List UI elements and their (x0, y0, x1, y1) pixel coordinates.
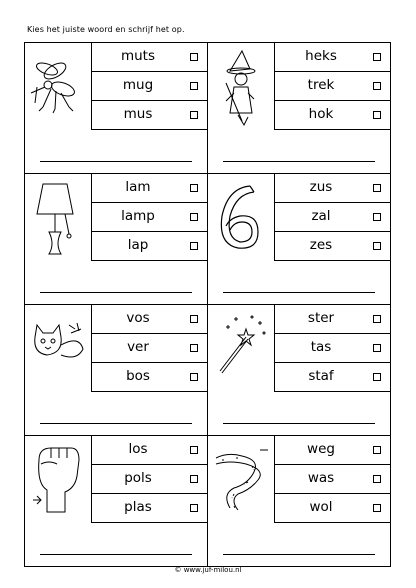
word-option[interactable] (275, 494, 391, 523)
word-label: tas (310, 339, 332, 355)
word-option[interactable] (275, 72, 391, 101)
word-option[interactable] (275, 101, 391, 130)
word-option[interactable] (92, 436, 208, 465)
word-label: trek (307, 77, 335, 93)
copyright-footer: © www.juf-milou.nl (174, 566, 242, 574)
word-label: mug (122, 77, 154, 93)
word-label: heks (305, 48, 337, 64)
picture-box (25, 305, 92, 392)
word-option[interactable] (92, 305, 208, 334)
word-label: lam (125, 179, 151, 195)
word-option[interactable] (92, 334, 208, 363)
word-option[interactable] (275, 465, 391, 494)
checkbox[interactable] (190, 82, 198, 90)
exercise-card-mug (24, 42, 208, 174)
word-option[interactable] (92, 465, 208, 494)
checkbox[interactable] (373, 446, 381, 454)
exercise-card-lamp (24, 173, 208, 305)
word-label: lamp (121, 208, 155, 224)
checkbox[interactable] (190, 213, 198, 221)
checkbox[interactable] (373, 213, 381, 221)
word-label: pols (124, 470, 152, 486)
picture-box (208, 174, 275, 261)
word-option[interactable] (275, 43, 391, 72)
checkbox[interactable] (373, 504, 381, 512)
picture-box (208, 305, 275, 392)
checkbox[interactable] (190, 53, 198, 61)
checkbox[interactable] (190, 344, 198, 352)
word-label: hok (308, 106, 334, 122)
exercise-card-pols (24, 435, 208, 567)
exercise-card-weg (207, 435, 391, 567)
picture-box (25, 43, 92, 130)
checkbox[interactable] (373, 111, 381, 119)
word-label: lap (127, 237, 149, 253)
word-label: weg (307, 441, 335, 457)
lamp-icon (25, 174, 92, 261)
word-label: zal (311, 208, 331, 224)
word-label: bos (126, 368, 150, 384)
word-option[interactable] (92, 363, 208, 392)
word-option[interactable] (275, 174, 391, 203)
exercise-card-heks (207, 42, 391, 174)
word-option[interactable] (275, 436, 391, 465)
checkbox[interactable] (190, 504, 198, 512)
word-option[interactable] (92, 494, 208, 523)
word-option[interactable] (275, 305, 391, 334)
answer-line[interactable] (223, 161, 375, 162)
word-label: ver (127, 339, 149, 355)
checkbox[interactable] (373, 344, 381, 352)
checkbox[interactable] (373, 242, 381, 250)
winding-road-icon (208, 436, 275, 523)
word-label: plas (124, 499, 152, 515)
word-option[interactable] (275, 232, 391, 261)
exercise-card-vos (24, 304, 208, 436)
checkbox[interactable] (190, 242, 198, 250)
word-label: zes (309, 237, 333, 253)
word-option[interactable] (275, 334, 391, 363)
mosquito-icon (25, 43, 92, 130)
exercise-card-staf (207, 304, 391, 436)
answer-line[interactable] (40, 292, 192, 293)
exercise-card-zes (207, 173, 391, 305)
checkbox[interactable] (190, 446, 198, 454)
checkbox[interactable] (373, 82, 381, 90)
checkbox[interactable] (190, 184, 198, 192)
word-label: zus (309, 179, 333, 195)
instruction-text: Kies het juiste woord en schrijf het op. (27, 25, 185, 34)
word-label: staf (308, 368, 334, 384)
word-label: vos (126, 310, 150, 326)
answer-line[interactable] (223, 423, 375, 424)
word-option[interactable] (275, 363, 391, 392)
wrist-fist-icon (25, 436, 92, 523)
number-six-icon (208, 174, 275, 261)
answer-line[interactable] (40, 423, 192, 424)
picture-box (25, 174, 92, 261)
checkbox[interactable] (190, 111, 198, 119)
word-option[interactable] (92, 203, 208, 232)
checkbox[interactable] (190, 373, 198, 381)
answer-line[interactable] (223, 292, 375, 293)
word-option[interactable] (92, 101, 208, 130)
word-label: los (128, 441, 148, 457)
word-label: mus (123, 106, 153, 122)
word-option[interactable] (92, 43, 208, 72)
answer-line[interactable] (40, 554, 192, 555)
word-label: wol (309, 499, 333, 515)
checkbox[interactable] (373, 475, 381, 483)
word-option[interactable] (275, 203, 391, 232)
word-label: ster (307, 310, 335, 326)
cat-and-fox-icon (25, 305, 92, 392)
answer-line[interactable] (40, 161, 192, 162)
word-option[interactable] (92, 232, 208, 261)
picture-box (25, 436, 92, 523)
checkbox[interactable] (373, 184, 381, 192)
word-label: was (307, 470, 335, 486)
checkbox[interactable] (190, 475, 198, 483)
checkbox[interactable] (373, 373, 381, 381)
checkbox[interactable] (373, 53, 381, 61)
answer-line[interactable] (223, 554, 375, 555)
checkbox[interactable] (190, 315, 198, 323)
checkbox[interactable] (373, 315, 381, 323)
word-label: muts (120, 48, 156, 64)
magic-wand-icon (208, 305, 275, 392)
word-option[interactable] (92, 174, 208, 203)
witch-icon (208, 43, 275, 130)
picture-box (208, 436, 275, 523)
word-option[interactable] (92, 72, 208, 101)
picture-box (208, 43, 275, 130)
